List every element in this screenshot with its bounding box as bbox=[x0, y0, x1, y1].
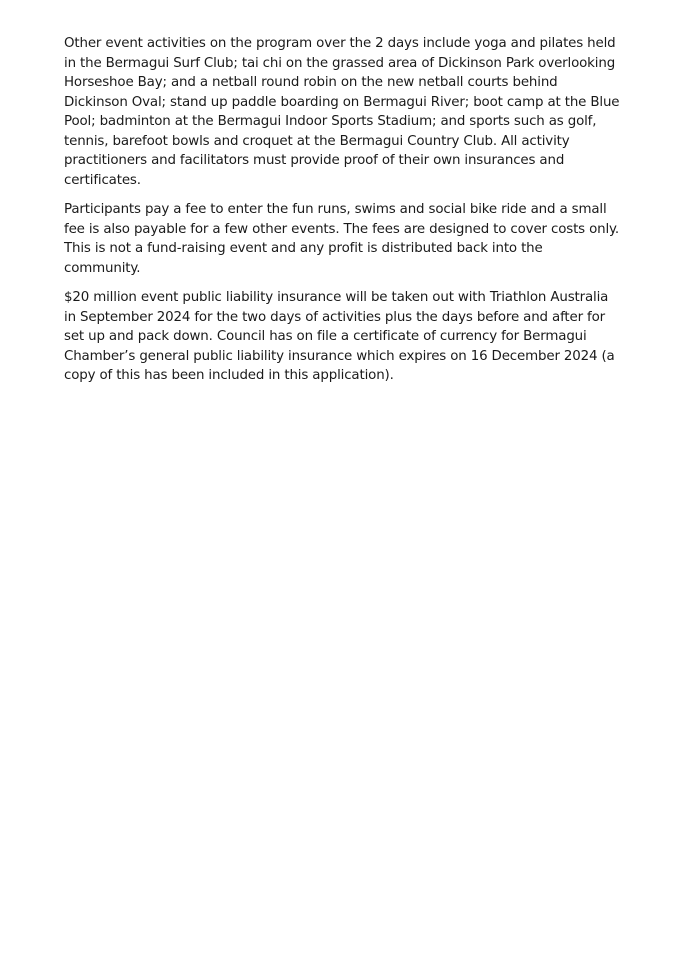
text-line: tennis, barefoot bowls and croquet at the Bermagui Country Club. All activity bbox=[64, 133, 570, 149]
text-line: set up and pack down. Council has on file a certificate of currency for Bermagui bbox=[64, 329, 587, 344]
text-line: Dickinson Oval; stand up paddle boarding on Bermagui River; boot camp at the Blue bbox=[64, 94, 620, 110]
text-line: This is not a fund-raising event and any profit is distributed back into the bbox=[64, 241, 543, 256]
text-line: practitioners and facilitators must provide proof of their own insurances and bbox=[64, 153, 565, 168]
paragraph-other-activities bbox=[64, 34, 620, 190]
text-line: Participants pay a fee to enter the fun runs, swims and social bike ride and a small bbox=[64, 202, 607, 217]
document-body bbox=[64, 34, 620, 396]
text-line: community. bbox=[64, 260, 141, 276]
text-line: Pool; badminton at the Bermagui Indoor Sports Stadium; and sports such as golf, bbox=[64, 114, 597, 129]
text-line: in the Bermagui Surf Club; tai chi on the grassed area of Dickinson Park overlooking bbox=[64, 55, 616, 71]
text-line: Other event activities on the program over the 2 days include yoga and pilates held bbox=[64, 36, 616, 51]
text-line: Chamber’s general public liability insurance which expires on 16 December 2024 (a bbox=[64, 348, 615, 364]
paragraph-liability-insurance bbox=[64, 288, 615, 386]
text-line: $20 million event public liability insurance will be taken out with Triathlon Australia bbox=[64, 290, 609, 305]
text-line: certificates. bbox=[64, 172, 141, 188]
text-line: copy of this has been included in this application). bbox=[64, 368, 394, 383]
text-line: fee is also payable for a few other events. The fees are designed to cover costs only. bbox=[64, 221, 620, 237]
text-line: in September 2024 for the two days of activities plus the days before and after for bbox=[64, 309, 606, 325]
paragraph-participant-fees bbox=[64, 200, 620, 278]
text-line: Horseshoe Bay; and a netball round robin on the new netball courts behind bbox=[64, 75, 558, 90]
